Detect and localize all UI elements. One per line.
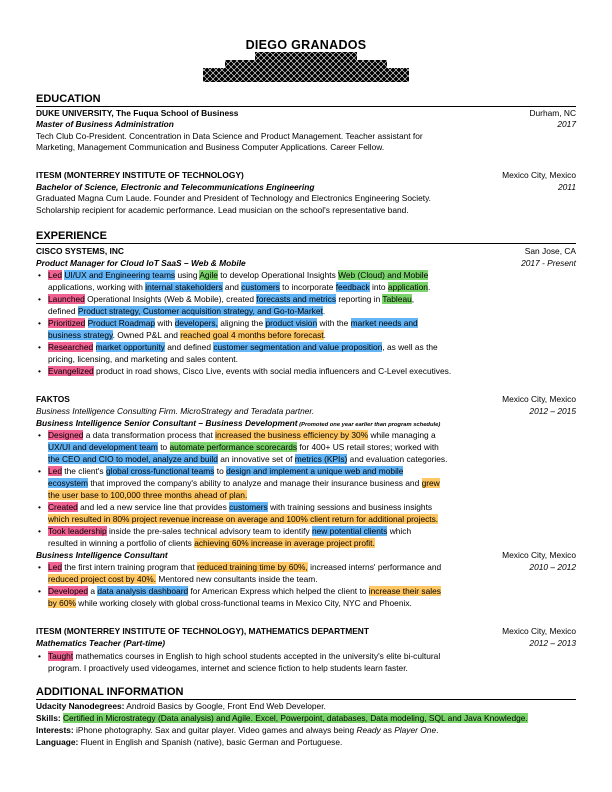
redacted-contact-block <box>0 52 612 84</box>
job-dates-faktos: 2012 – 2015 <box>529 406 576 416</box>
additional-udacity: Udacity Nanodegrees: Android Basics by Google, Front End Web Developer. <box>36 701 326 711</box>
job-role-faktos-senior: Business Intelligence Senior Consultant – Business Development (Promoted one year earlier than program schedule) <box>36 418 441 428</box>
edu-location-itesm: Mexico City, Mexico <box>502 170 576 180</box>
job-location-cisco: San Jose, CA <box>524 246 576 256</box>
edu-detail: Graduated Magna Cum Laude. Founder and President of Technology and Electronics Engineering Society. <box>36 193 431 203</box>
bullet-line: Prioritized Product Roadmap with developers, aligning the product vision with the market needs and <box>48 318 418 328</box>
additional-interests: Interests: iPhone photography. Sax and guitar player. Video games and always being Ready as Player One. <box>36 725 439 735</box>
bullet-line: ecosystem that improved the company's ability to analyze and manage their insurance business and grew <box>48 478 440 488</box>
bullet-line: Taught mathematics courses in English to high school students accepted in the university's elite bi-cultural <box>48 651 441 661</box>
bullet-line: Led the first intern training program that reduced training time by 60%, increased interns' performance and <box>48 562 442 572</box>
edu-degree-itesm: Bachelor of Science, Electronic and Telecommunications Engineering <box>36 182 315 192</box>
bullet-dot: • <box>38 294 41 304</box>
bullet-dot: • <box>38 270 41 280</box>
job-company-itesm: ITESM (MONTERREY INSTITUTE OF TECHNOLOGY), MATHEMATICS DEPARTMENT <box>36 626 369 636</box>
edu-location-duke: Durham, NC <box>529 108 576 118</box>
bullet-dot: • <box>38 342 41 352</box>
additional-skills: Skills: Certified in Microstrategy (Data analysis) and Agile. Excel, Powerpoint, databases, Data modeling, SQL and Java Knowledge. <box>36 713 528 723</box>
bullet-dot: • <box>38 430 41 440</box>
job-company-faktos: FAKTOS <box>36 394 70 404</box>
bullet-line: Designed a data transformation process that increased the business efficiency by 30% while managing a <box>48 430 436 440</box>
job-location-faktos-2: Mexico City, Mexico <box>502 550 576 560</box>
job-dates-faktos-2: 2010 – 2012 <box>529 562 576 572</box>
section-education: EDUCATION <box>36 93 576 107</box>
job-tagline-faktos: Business Intelligence Consulting Firm. MicroStrategy and Teradata partner. <box>36 406 315 416</box>
bullet-line: Created and led a new service line that provides customers with training sessions and business insights <box>48 502 433 512</box>
bullet-line: Led UI/UX and Engineering teams using Agile to develop Operational Insights Web (Cloud) and Mobile <box>48 270 429 280</box>
job-company-cisco: CISCO SYSTEMS, INC <box>36 246 124 256</box>
bullet-line: which resulted in 80% project revenue increase on average and 100% client return for additional projects. <box>48 514 439 524</box>
bullet-line: Led the client's global cross-functional teams to design and implement a unique web and mobile <box>48 466 404 476</box>
section-experience: EXPERIENCE <box>36 230 576 244</box>
bullet-line: business strategy. Owned P&L and reached goal 4 months before forecast. <box>48 330 326 340</box>
job-dates-itesm: 2012 – 2013 <box>529 638 576 648</box>
edu-degree-duke: Master of Business Administration <box>36 119 174 129</box>
edu-detail: Marketing, Management Communication and Business Computer Applications. Career Fellow. <box>36 142 385 152</box>
bullet-line: by 60% while working closely with global cross-functional teams in Mexico City, NYC and Phoenix. <box>48 598 412 608</box>
bullet-line: the user base to 100,000 three months ahead of plan. <box>48 490 248 500</box>
job-role-faktos-consultant: Business Intelligence Consultant <box>36 550 168 560</box>
bullet-dot: • <box>38 366 41 376</box>
bullet-line: UX/UI and development team to automate performance scorecards for 400+ US retail stores; worked with <box>48 442 439 452</box>
edu-school-duke: DUKE UNIVERSITY, The Fuqua School of Business <box>36 108 239 118</box>
section-additional-information: ADDITIONAL INFORMATION <box>36 686 576 700</box>
bullet-line: Launched Operational Insights (Web & Mobile), created forecasts and metrics reporting in Tableau, <box>48 294 415 304</box>
edu-year-itesm: 2011 <box>557 182 576 192</box>
bullet-line: Developed a data analysis dashboard for American Express which helped the client to increase their sales <box>48 586 441 596</box>
bullet-line: Researched market opportunity and defined customer segmentation and value proposition, as well as the <box>48 342 438 352</box>
bullet-line: defined Product strategy, Customer acquisition strategy, and Go-to-Market. <box>48 306 326 316</box>
job-location-faktos: Mexico City, Mexico <box>502 394 576 404</box>
job-location-itesm: Mexico City, Mexico <box>502 626 576 636</box>
bullet-dot: • <box>38 318 41 328</box>
edu-detail: Tech Club Co-President. Concentration in Data Science and Product Management. Teacher assistant for <box>36 131 423 141</box>
bullet-dot: • <box>38 466 41 476</box>
edu-year-duke: 2017 <box>557 119 576 129</box>
job-dates-cisco: 2017 - Present <box>521 258 576 268</box>
bullet-line: resulted in winning a portfolio of clients achieving 60% increase in average project profit. <box>48 538 375 548</box>
edu-detail: Scholarship recipient for academic performance. Lead musician on the school's representative band. <box>36 205 409 215</box>
job-role-cisco: Product Manager for Cloud IoT SaaS – Web & Mobile <box>36 258 246 268</box>
bullet-line: the CEO and CIO to model, analyze and build an innovative set of metrics (KPIs) and evaluation categories. <box>48 454 448 464</box>
bullet-line: reduced project cost by 40%. Mentored new consultants inside the team. <box>48 574 318 584</box>
bullet-dot: • <box>38 502 41 512</box>
edu-school-itesm: ITESM (MONTERREY INSTITUTE OF TECHNOLOGY) <box>36 170 244 180</box>
additional-language: Language: Fluent in English and Spanish (native), basic German and Portuguese. <box>36 737 343 747</box>
bullet-dot: • <box>38 526 41 536</box>
job-role-itesm: Mathematics Teacher (Part-time) <box>36 638 166 648</box>
bullet-line: Took leadership inside the pre-sales technical advisory team to identify new potential clients which <box>48 526 412 536</box>
bullet-line: pricing, licensing, and marketing and sales content. <box>48 354 238 364</box>
bullet-dot: • <box>38 651 41 661</box>
bullet-dot: • <box>38 562 41 572</box>
bullet-line: program. I proactively used videogames, internet and science fiction to help students learn faster. <box>48 663 408 673</box>
bullet-dot: • <box>38 586 41 596</box>
candidate-name: DIEGO GRANADOS <box>245 38 367 52</box>
bullet-line: applications, working with internal stakeholders and customers to incorporate feedback into application. <box>48 282 431 292</box>
bullet-line: Evangelized product in road shows, Cisco Live, events with social media influencers and C-Level executives. <box>48 366 452 376</box>
